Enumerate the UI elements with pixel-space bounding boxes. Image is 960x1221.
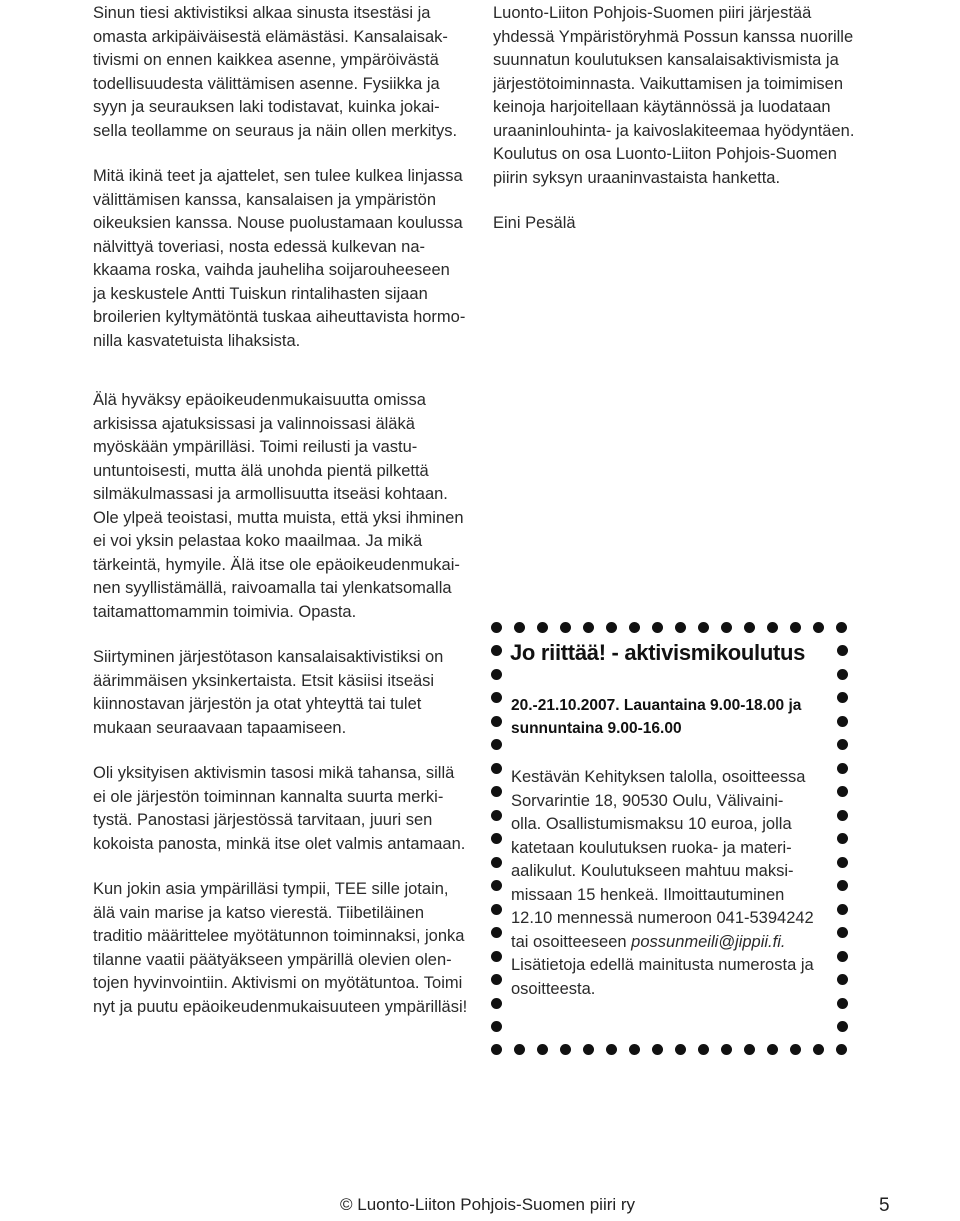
border-dot (675, 1044, 686, 1055)
border-dot (836, 622, 847, 633)
border-dot (837, 951, 848, 962)
left-paragraph-2: Mitä ikinä teet ja ajattelet, sen tulee kulkea linjassa välittämisen kanssa, kansalaisen ja ympäristön oikeuksien kanssa. Nouse puolustamaan koulussa nälvittyä toveriasi, nosta edessä kulkevan na- kkaama roska, vaihda jauheliha soijarouheeseen ja keskustele Antti Tuiskun rintalihasten sijaan broilerien kyltymätöntä tuskaa aiheuttavista hormo- nilla kasvatetuista lihaksista. (93, 167, 466, 350)
email-link[interactable]: possunmeili@jippii.fi. (631, 932, 786, 951)
border-dot (698, 1044, 709, 1055)
border-dot (491, 810, 502, 821)
border-dot (652, 1044, 663, 1055)
border-dot (837, 927, 848, 938)
left-column (93, 2, 488, 1019)
box-body-end: Lisätietoja edellä mainitusta numerosta ja osoitteesta. (511, 956, 814, 998)
border-dot (583, 622, 594, 633)
border-dot (837, 786, 848, 797)
border-dot (790, 1044, 801, 1055)
border-dot (491, 927, 502, 938)
border-dot (837, 763, 848, 774)
border-dot (537, 1044, 548, 1055)
border-dot (813, 1044, 824, 1055)
box-body-text: Kestävän Kehityksen talolla, osoitteessa Sorvarintie 18, 90530 Oulu, Välivaini- olla. Osallistumismaksu 10 euroa, jolla katetaan koulutuksen ruoka- ja materi- aalikulut. Koulutukseen mahtuu maksi- missaan 15 henkeä. Ilmoittautuminen 12.10 mennessä numeroon 041-5394242 tai osoitteeseen (511, 768, 814, 951)
border-dot (491, 739, 502, 750)
border-dot (721, 622, 732, 633)
border-dot (767, 1044, 778, 1055)
border-dot (629, 1044, 640, 1055)
border-dot (836, 1044, 847, 1055)
border-dot (837, 669, 848, 680)
border-dot (491, 645, 502, 656)
border-dot (491, 1044, 502, 1055)
border-dot (675, 622, 686, 633)
page-footer (0, 1195, 960, 1217)
border-dot (698, 622, 709, 633)
border-dot (491, 904, 502, 915)
border-dot (837, 645, 848, 656)
left-paragraph-6: Kun jokin asia ympärilläsi tympii, TEE sille jotain, älä vain marise ja katso vierestä. Tiibetiläinen traditio määrittelee myötätunnon toiminnaksi, jonka tilanne vaatii päätyäkseen ympärillä olevien olen- tojen hyvinvointiin. Aktivismi on myötätuntoa. Toimi nyt ja puutu epäoikeudenmukaisuuteen ympärilläsi! (93, 880, 468, 1016)
border-dot (837, 739, 848, 750)
border-dot (837, 833, 848, 844)
right-paragraph-1: Luonto-Liiton Pohjois-Suomen piiri järjestää yhdessä Ympäristöryhmä Possun kanssa nuorille suunnatun koulutuksen kansalaisaktivismista ja järjestötoiminnasta. Vaikuttamisen ja toimimisen keinoja harjoitellaan käytännössä ja luodataan uraaninlouhinta- ja kaivoslakiteemaa hyödyntäen. Koulutus on osa Luonto-Liiton Pohjois-Suomen piirin syksyn uraaninvastaista hanketta. (493, 4, 855, 187)
box-body (511, 766, 831, 1001)
border-dot (837, 692, 848, 703)
border-dot (767, 622, 778, 633)
border-dot (491, 857, 502, 868)
border-dot (790, 622, 801, 633)
border-dot (560, 622, 571, 633)
border-dot (537, 622, 548, 633)
left-paragraph-4: Siirtyminen järjestötason kansalaisaktivistiksi on äärimmäisen yksinkertaista. Etsit käsiisi itseäsi kiinnostavan järjestön ja otat yhteyttä tai tulet mukaan seuraavaan tapaamiseen. (93, 648, 444, 737)
border-dot (491, 1021, 502, 1032)
border-dot (491, 763, 502, 774)
border-dot (652, 622, 663, 633)
border-dot (837, 998, 848, 1009)
border-dot (721, 1044, 732, 1055)
border-dot (491, 998, 502, 1009)
border-dot (837, 716, 848, 727)
left-paragraph-5: Oli yksityisen aktivismin tasosi mikä tahansa, sillä ei ole järjestön toiminnan kannalta suurta merki- tystä. Panostasi järjestössä tarvitaan, juuri sen kokoista panosta, minkä itse olet valmis antamaan. (93, 764, 466, 853)
border-dot (514, 1044, 525, 1055)
border-dot (491, 880, 502, 891)
border-dot (813, 622, 824, 633)
border-dot (491, 951, 502, 962)
border-dot (837, 810, 848, 821)
box-title: Jo riittää! - aktivismikoulutus (510, 640, 806, 665)
border-dot (560, 1044, 571, 1055)
border-dot (837, 857, 848, 868)
right-column (493, 2, 913, 236)
border-dot (606, 1044, 617, 1055)
border-dot (837, 1021, 848, 1032)
border-dot (837, 904, 848, 915)
border-dot (837, 880, 848, 891)
border-dot (583, 1044, 594, 1055)
border-dot (491, 692, 502, 703)
border-dot (491, 974, 502, 985)
border-dot (744, 1044, 755, 1055)
border-dot (491, 786, 502, 797)
border-dot (491, 669, 502, 680)
author-signature: Eini Pesälä (493, 214, 576, 232)
border-dot (744, 622, 755, 633)
border-dot (491, 716, 502, 727)
footer-copyright: © Luonto-Liiton Pohjois-Suomen piiri ry (340, 1195, 636, 1214)
border-dot (629, 622, 640, 633)
border-dot (606, 622, 617, 633)
border-dot (491, 833, 502, 844)
page-number: 5 (879, 1195, 890, 1216)
border-dot (514, 622, 525, 633)
left-paragraph-3: Älä hyväksy epäoikeudenmukaisuutta omissa arkisissa ajatuksissasi ja valinnoissasi äläkä myöskään ympärilläsi. Toimi reilusti ja vastu- untuntoisesti, mutta älä unohda pientä pilkettä silmäkulmassasi ja armollisuutta itseäsi kohtaan. Ole ylpeä teoistasi, mutta muista, että yksi ihminen ei voi yksin pelastaa koko maailmaa. Ja mikä tärkeintä, hymyile. Älä itse ole epäoikeudenmukai- nen syyllistämällä, raivoamalla tai ylenkatsomalla taitamattomammin toimivia. Opasta. (93, 391, 464, 621)
border-dot (491, 622, 502, 633)
left-paragraph-1: Sinun tiesi aktivistiksi alkaa sinusta itsestäsi ja omasta arkipäiväisestä elämästäsi. Kansalaisak- tivismi on ennen kaikkea asenne, ympäröivästä todellisuudesta välittämisen asenne. Fysiikka ja syyn ja seurauksen laki todistavat, kuinka jokai- sella teollamme on seuraus ja näin ollen merkitys. (93, 4, 458, 140)
box-dates: 20.-21.10.2007. Lauantaina 9.00-18.00 ja sunnuntaina 9.00-16.00 (511, 697, 802, 737)
border-dot (837, 974, 848, 985)
